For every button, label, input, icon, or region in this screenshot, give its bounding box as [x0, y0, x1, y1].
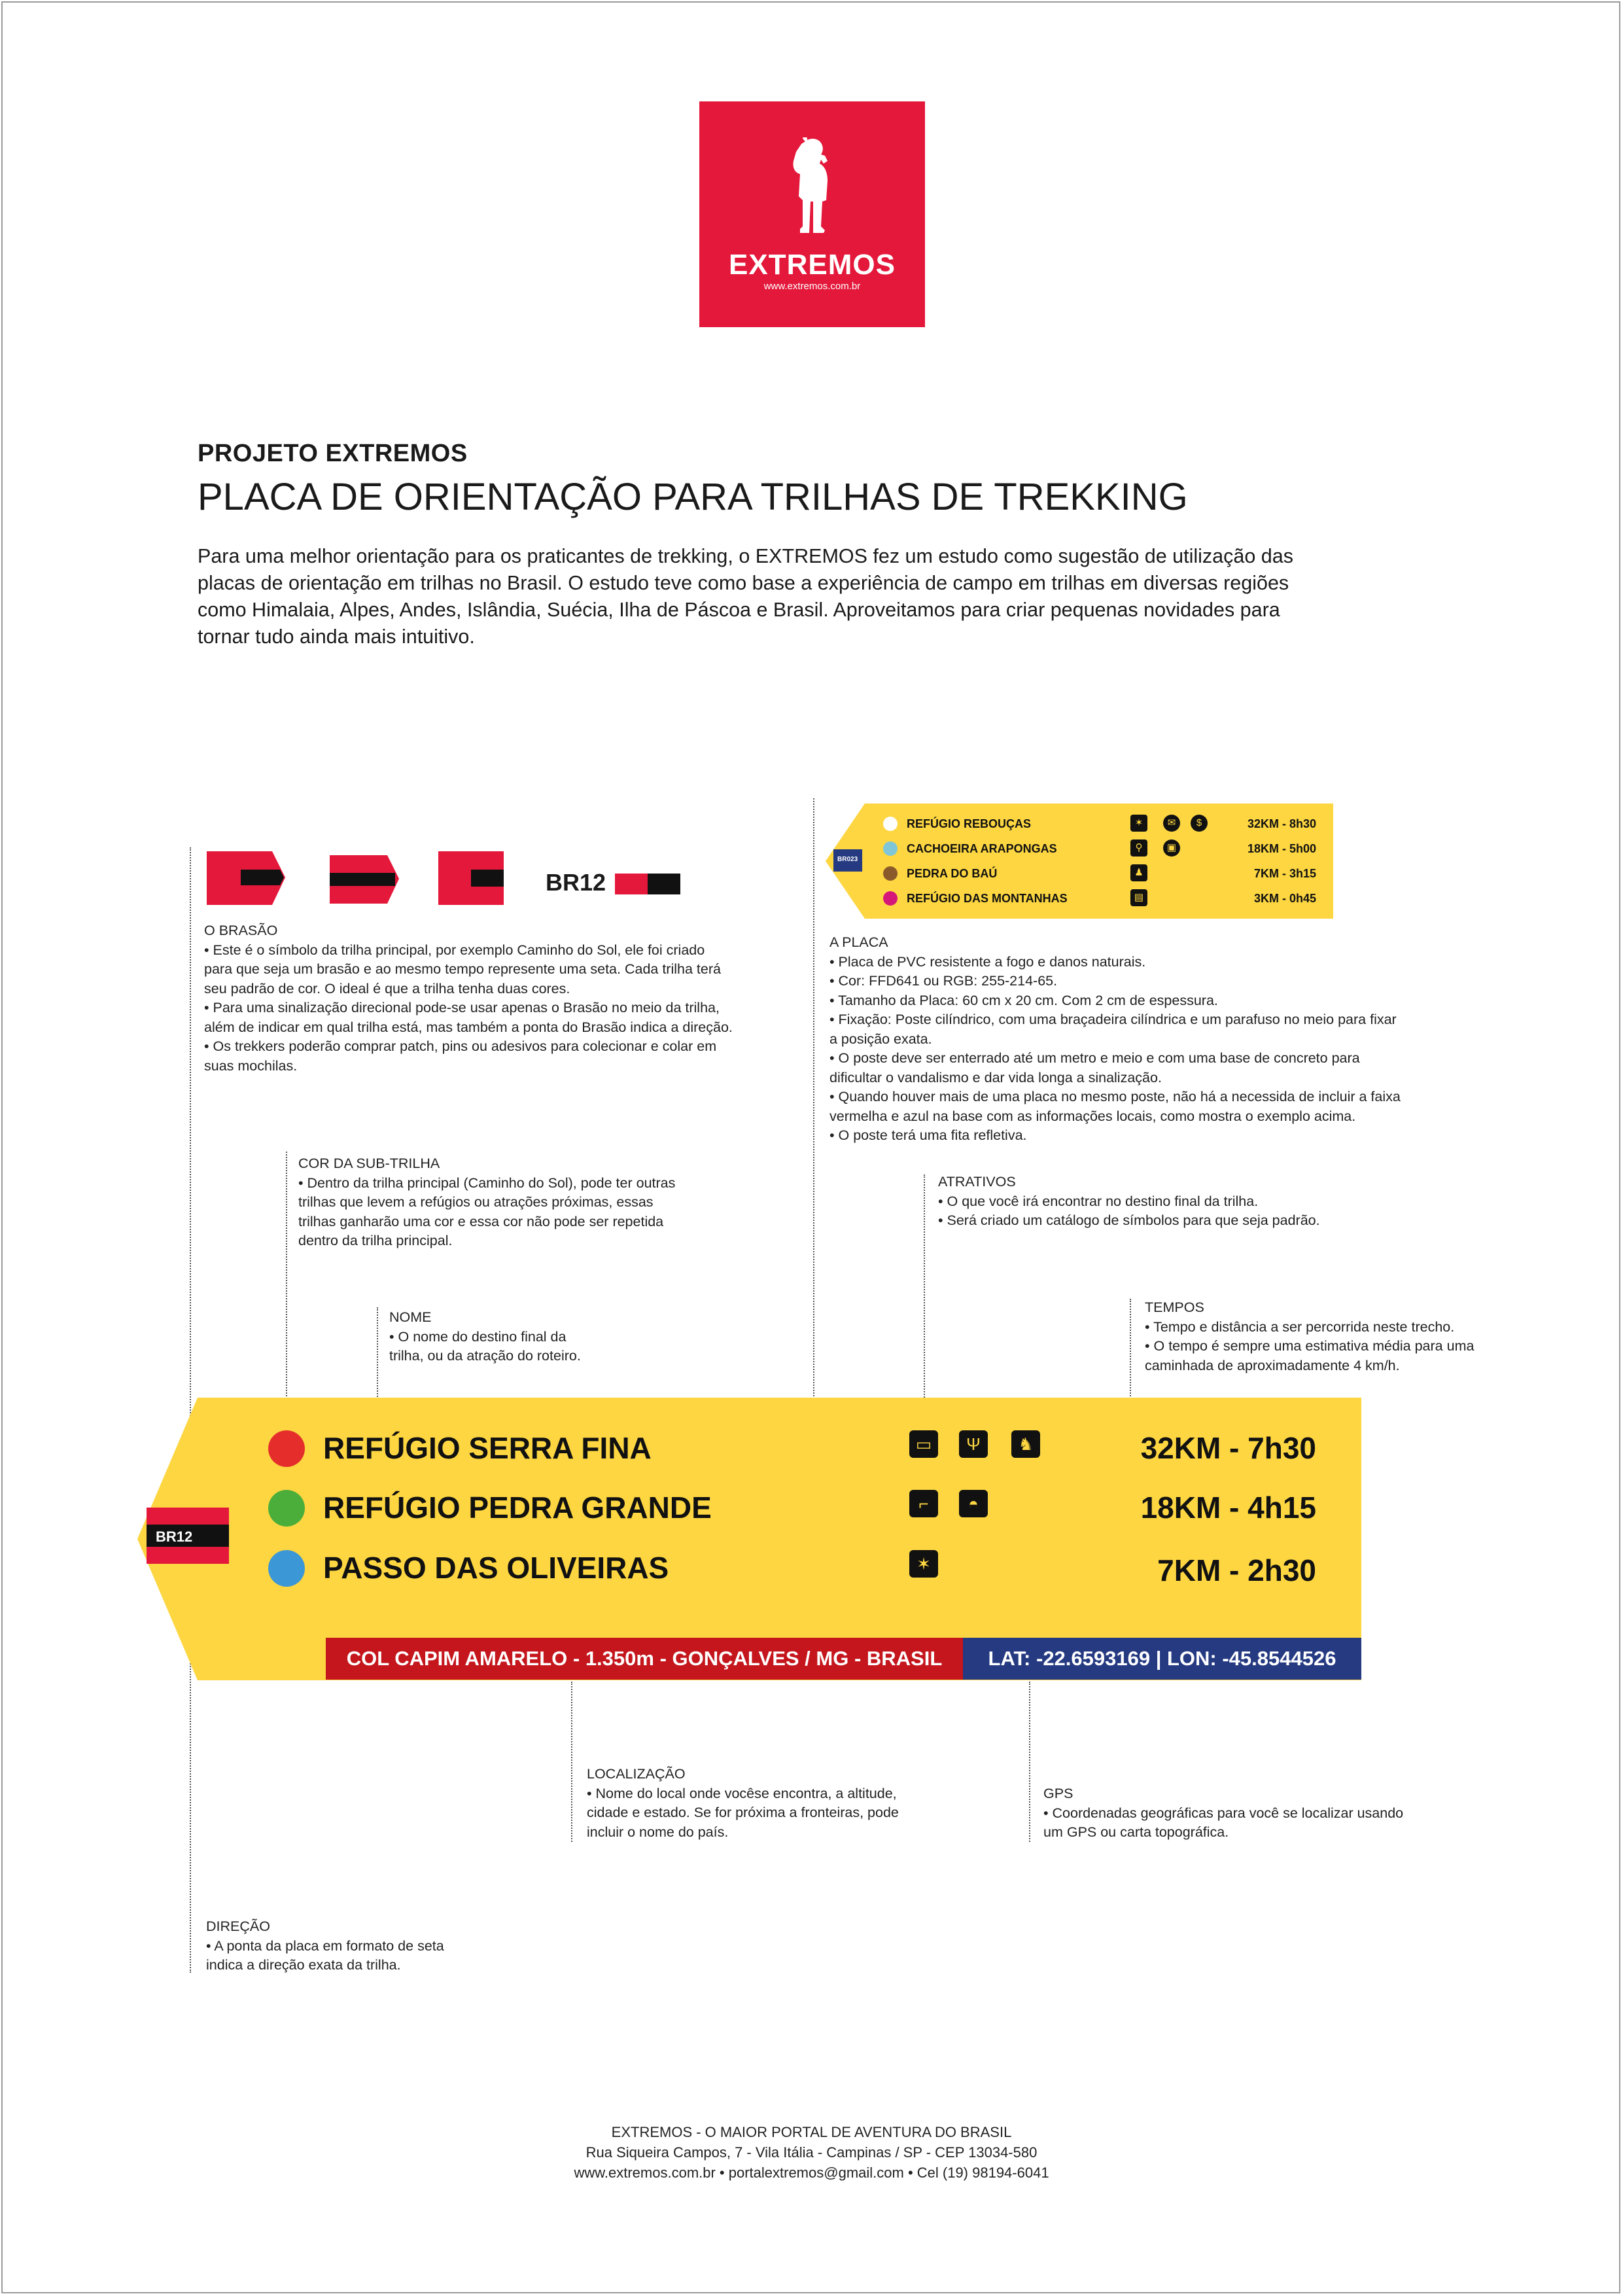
gps-title: GPS — [1043, 1786, 1073, 1801]
gps-note — [1043, 1784, 1501, 1843]
trail-dot-green — [268, 1490, 305, 1527]
intro-paragraph: Para uma melhor orientação para os praticantes de trekking, o EXTREMOS fez um estudo como sugestão de utilização das placas de orientação em trilhas no Brasil. O estudo teve como base a experiência de campo em trilhas em diversas regiões como Himalaia, Alpes, Andes, Islândia, Suécia, Ilha de Páscoa e Brasil. Aproveitamos para criar pequenas novidades para tornar tudo ainda mais intuitivo. — [198, 545, 1293, 648]
small-row-name: REFÚGIO DAS MONTANHAS — [907, 892, 1068, 905]
bed-icon: ▭ — [909, 1430, 938, 1458]
destination-name: PASSO DAS OLIVEIRAS — [323, 1551, 669, 1585]
destination-name: REFÚGIO PEDRA GRANDE — [323, 1491, 712, 1525]
brasao-line: • Os trekkers poderão comprar patch, pins ou adesivos para colecionar e colar em — [204, 1038, 717, 1054]
leader-localizacao — [571, 1682, 572, 1842]
small-row-name: REFÚGIO REBOUÇAS — [907, 817, 1032, 830]
tempos-line: caminhada de aproximadamente 4 km/h. — [1145, 1357, 1400, 1373]
placa-line: • Quando houver mais de uma placa no mesmo poste, não há a necessida de incluir a faixa — [829, 1089, 1401, 1104]
footer-contacts[interactable]: www.extremos.com.br • portalextremos@gmail.com • Cel (19) 98194-6041 — [574, 2164, 1049, 2181]
sub-trilha-line: trilhas ganharão uma cor e essa cor não pode ser repetida — [298, 1213, 664, 1229]
trail-dot-blue — [268, 1550, 305, 1587]
leader-gps — [1029, 1682, 1030, 1842]
extremos-logo[interactable] — [699, 101, 925, 327]
footer-line-2: Rua Siqueira Campos, 7 - Vila Itália - Campinas / SP - CEP 13034-580 — [585, 2144, 1038, 2161]
family-icon: ♟ — [1130, 864, 1147, 881]
brasao-shield-1 — [207, 851, 285, 905]
placa-line: • O poste terá uma fita refletiva. — [829, 1127, 1027, 1143]
nome-note — [389, 1308, 716, 1366]
project-kicker: PROJETO EXTREMOS — [198, 440, 468, 467]
atrativos-line: • O que você irá encontrar no destino final da trilha. — [938, 1193, 1259, 1209]
main-sign-badge: BR12 — [156, 1528, 193, 1545]
distance-time: 7KM - 2h30 — [1157, 1553, 1316, 1587]
animal-icon: ♞ — [1011, 1430, 1040, 1458]
food-cover-icon: ◓ — [959, 1490, 988, 1517]
sub-trilha-line: dentro da trilha principal. — [298, 1233, 453, 1248]
logo-url: www.extremos.com.br — [763, 281, 861, 292]
small-row-dist: 3KM - 0h45 — [1253, 892, 1316, 905]
leader-placa — [813, 798, 814, 1407]
brasao-line: • Este é o símbolo da trilha principal, por exemplo Caminho do Sol, ele foi criado — [204, 942, 705, 958]
brasao-label: BR12 — [546, 869, 606, 896]
direcao-line: indica a direção exata da trilha. — [206, 1957, 401, 1973]
atrativos-title: ATRATIVOS — [938, 1174, 1016, 1190]
sub-trilha-note — [298, 1154, 756, 1251]
brasao-line: para que seja um brasão e ao mesmo tempo represente uma seta. Cada trilha terá — [204, 961, 721, 977]
sub-trilha-title: COR DA SUB-TRILHA — [298, 1156, 440, 1171]
leader-atrativos — [924, 1174, 925, 1423]
small-dot-cyan — [883, 841, 898, 856]
footer-line-1: EXTREMOS - O MAIOR PORTAL DE AVENTURA DO BRASIL — [611, 2124, 1012, 2140]
localizacao-note — [587, 1765, 979, 1842]
direcao-title: DIREÇÃO — [206, 1918, 270, 1934]
hiker-icon: ✶ — [909, 1550, 938, 1578]
placa-line: • Tamanho da Placa: 60 cm x 20 cm. Com 2 cm de espessura. — [829, 992, 1218, 1008]
tempos-title: TEMPOS — [1145, 1299, 1204, 1315]
destination-name: REFÚGIO SERRA FINA — [323, 1431, 652, 1465]
localizacao-line: • Nome do local onde vocêse encontra, a altitude, — [587, 1785, 897, 1801]
small-dot-brown — [883, 866, 898, 881]
placa-note — [829, 933, 1484, 1146]
localizacao-line: cidade e estado. Se for próxima a fronteiras, pode — [587, 1805, 899, 1820]
nome-line: trilha, ou da atração do roteiro. — [389, 1348, 581, 1364]
brasao-line: seu padrão de cor. O ideal é que a trilha tenha duas cores. — [204, 980, 570, 997]
localizacao-line: incluir o nome do país. — [587, 1824, 729, 1840]
placa-title: A PLACA — [829, 934, 888, 950]
small-dot-magenta — [883, 891, 898, 906]
distance-time: 32KM - 7h30 — [1140, 1431, 1316, 1465]
brasao-line: além de indicar em qual trilha está, mas também a ponta do Brasão indica a direção. — [204, 1019, 733, 1035]
gps-line: • Coordenadas geográficas para você se localizar usando — [1043, 1805, 1404, 1821]
placa-line: vermelha e azul na base com as informações locais, como mostra o exemplo acima. — [829, 1108, 1356, 1124]
bus-icon: ▣ — [1163, 839, 1180, 857]
direcao-line: • A ponta da placa em formato de seta — [206, 1937, 444, 1954]
atrativos-line: • Será criado um catálogo de símbolos para que seja padrão. — [938, 1212, 1320, 1228]
small-row-name: PEDRA DO BAÚ — [907, 867, 998, 880]
placa-line: • O poste deve ser enterrado até um metro e meio e com uma base de concreto para — [829, 1050, 1360, 1066]
sub-trilha-line: • Dentro da trilha principal (Caminho do Sol), pode ter outras — [298, 1174, 676, 1191]
mail-icon: ✉ — [1163, 815, 1180, 832]
small-sign-badge: BR023 — [837, 856, 858, 863]
brasao-flag-small — [615, 874, 680, 894]
placa-line: • Cor: FFD641 ou RGB: 255-214-65. — [829, 973, 1058, 989]
hiker-icon: ✶ — [1130, 815, 1147, 832]
tempos-line: • Tempo e distância a ser percorrida neste trecho. — [1145, 1318, 1455, 1335]
distance-time: 18KM - 4h15 — [1140, 1491, 1316, 1525]
small-row-dist: 18KM - 5h00 — [1247, 842, 1316, 855]
atrativos-note — [938, 1173, 1461, 1231]
tempos-note — [1145, 1298, 1603, 1375]
restaurant-icon: Ψ — [959, 1430, 988, 1458]
leader-sub-trilha — [286, 1152, 287, 1433]
nome-line: • O nome do destino final da — [389, 1328, 567, 1345]
shower-icon: ⌐ — [909, 1490, 938, 1517]
small-row-dist: 32KM - 8h30 — [1247, 817, 1316, 830]
localizacao-title: LOCALIZAÇÃO — [587, 1766, 686, 1782]
placa-line: a posição exata. — [829, 1031, 932, 1047]
hiker-silhouette-icon — [781, 137, 840, 249]
nome-title: NOME — [389, 1309, 432, 1325]
trail-dot-red — [268, 1430, 305, 1467]
logo-name: EXTREMOS — [729, 249, 896, 281]
brasao-line: • Para uma sinalização direcional pode-se usar apenas o Brasão no meio da trilha, — [204, 1000, 720, 1016]
direcao-note — [206, 1917, 599, 1975]
bike-icon: ⚲ — [1130, 839, 1147, 857]
placa-line: dificultar o vandalismo e dar vida longa a sinalização. — [829, 1069, 1162, 1086]
brasao-note — [204, 921, 806, 1076]
location-bar: COL CAPIM AMARELO - 1.350m - GONÇALVES / MG - BRASIL — [326, 1638, 963, 1680]
brasao-shield-2 — [330, 855, 399, 904]
gps-line: um GPS ou carta topográfica. — [1043, 1824, 1229, 1840]
brasao-symbols — [203, 847, 687, 913]
page-title: PLACA DE ORIENTAÇÃO PARA TRILHAS DE TREKKING — [198, 476, 1188, 518]
small-row-dist: 7KM - 3h15 — [1253, 867, 1316, 880]
brasao-title: O BRASÃO — [204, 923, 278, 938]
placa-line: • Fixação: Poste cilíndrico, com uma braçadeira cilíndrica e um parafuso no meio para fixar — [829, 1012, 1397, 1027]
luggage-icon: ▤ — [1130, 889, 1147, 906]
brasao-line: suas mochilas. — [204, 1057, 298, 1074]
brasao-shield-3 — [438, 851, 504, 905]
small-row-name: CACHOEIRA ARAPONGAS — [907, 842, 1057, 855]
tempos-line: • O tempo é sempre uma estimativa média para uma — [1145, 1338, 1475, 1354]
sub-trilha-line: trilhas que levem a refúgios ou atrações próximas, essas — [298, 1194, 654, 1210]
small-dot-white — [883, 817, 898, 831]
gps-bar: LAT: -22.6593169 | LON: -45.8544526 — [963, 1638, 1361, 1680]
placa-line: • Placa de PVC resistente a fogo e danos naturais. — [829, 953, 1146, 970]
money-icon: $ — [1191, 815, 1208, 832]
